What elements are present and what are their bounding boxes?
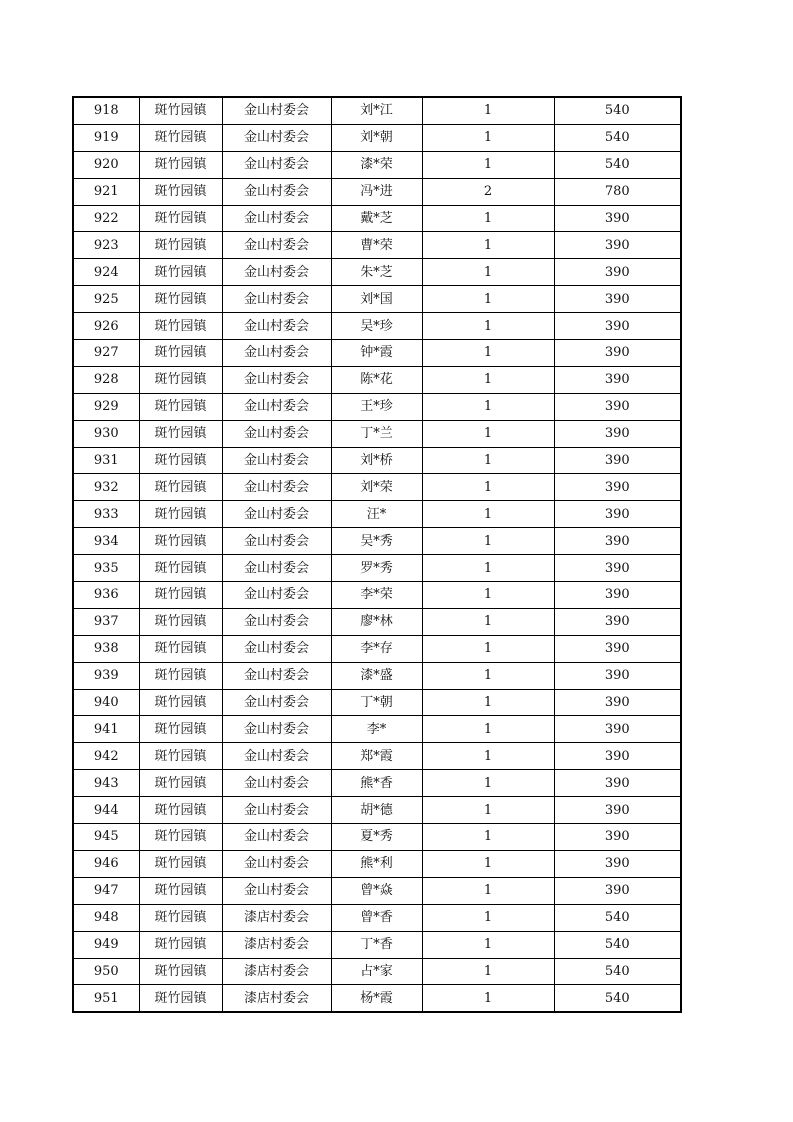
- name-cell: 刘*朝: [331, 124, 422, 151]
- count-cell: 1: [422, 447, 554, 474]
- amount-cell: 390: [554, 877, 681, 904]
- village-committee-cell: 金山村委会: [222, 662, 331, 689]
- row-number-cell: 936: [73, 582, 139, 609]
- table-row: [73, 205, 681, 232]
- count-cell: 1: [422, 366, 554, 393]
- table-row: [73, 340, 681, 367]
- table-row: [73, 420, 681, 447]
- amount-cell: 390: [554, 689, 681, 716]
- amount-cell: 390: [554, 743, 681, 770]
- row-number-cell: 949: [73, 931, 139, 958]
- village-committee-cell: 金山村委会: [222, 824, 331, 851]
- amount-cell: 390: [554, 286, 681, 313]
- town-cell: 斑竹园镇: [139, 824, 222, 851]
- village-committee-cell: 金山村委会: [222, 447, 331, 474]
- amount-cell: 390: [554, 850, 681, 877]
- table-row: [73, 286, 681, 313]
- row-number-cell: 931: [73, 447, 139, 474]
- table-row: [73, 716, 681, 743]
- count-cell: 1: [422, 850, 554, 877]
- name-cell: 熊*利: [331, 850, 422, 877]
- name-cell: 李*: [331, 716, 422, 743]
- name-cell: 杨*霞: [331, 985, 422, 1012]
- town-cell: 斑竹园镇: [139, 259, 222, 286]
- town-cell: 斑竹园镇: [139, 635, 222, 662]
- village-committee-cell: 金山村委会: [222, 608, 331, 635]
- name-cell: 朱*芝: [331, 259, 422, 286]
- count-cell: 1: [422, 259, 554, 286]
- count-cell: 1: [422, 205, 554, 232]
- amount-cell: 390: [554, 608, 681, 635]
- row-number-cell: 943: [73, 770, 139, 797]
- village-committee-cell: 金山村委会: [222, 340, 331, 367]
- village-committee-cell: 金山村委会: [222, 97, 331, 124]
- count-cell: 1: [422, 689, 554, 716]
- town-cell: 斑竹园镇: [139, 151, 222, 178]
- town-cell: 斑竹园镇: [139, 205, 222, 232]
- town-cell: 斑竹园镇: [139, 716, 222, 743]
- table-row: [73, 528, 681, 555]
- name-cell: 漆*荣: [331, 151, 422, 178]
- table-row: [73, 232, 681, 259]
- town-cell: 斑竹园镇: [139, 985, 222, 1012]
- amount-cell: 390: [554, 716, 681, 743]
- name-cell: 曾*焱: [331, 877, 422, 904]
- village-committee-cell: 金山村委会: [222, 770, 331, 797]
- table-row: [73, 635, 681, 662]
- row-number-cell: 934: [73, 528, 139, 555]
- count-cell: 1: [422, 501, 554, 528]
- name-cell: 刘*荣: [331, 474, 422, 501]
- table-row: [73, 824, 681, 851]
- table-row: [73, 393, 681, 420]
- amount-cell: 390: [554, 824, 681, 851]
- name-cell: 刘*江: [331, 97, 422, 124]
- amount-cell: 390: [554, 313, 681, 340]
- village-committee-cell: 金山村委会: [222, 178, 331, 205]
- table-row: [73, 797, 681, 824]
- table-row: [73, 743, 681, 770]
- row-number-cell: 932: [73, 474, 139, 501]
- town-cell: 斑竹园镇: [139, 420, 222, 447]
- amount-cell: 390: [554, 340, 681, 367]
- name-cell: 丁*兰: [331, 420, 422, 447]
- table-row: [73, 958, 681, 985]
- name-cell: 吴*珍: [331, 313, 422, 340]
- count-cell: 1: [422, 797, 554, 824]
- count-cell: 1: [422, 232, 554, 259]
- row-number-cell: 930: [73, 420, 139, 447]
- name-cell: 郑*霞: [331, 743, 422, 770]
- town-cell: 斑竹园镇: [139, 178, 222, 205]
- count-cell: 2: [422, 178, 554, 205]
- town-cell: 斑竹园镇: [139, 662, 222, 689]
- name-cell: 汪*: [331, 501, 422, 528]
- village-committee-cell: 金山村委会: [222, 635, 331, 662]
- table-row: [73, 582, 681, 609]
- table-row: [73, 151, 681, 178]
- row-number-cell: 942: [73, 743, 139, 770]
- row-number-cell: 944: [73, 797, 139, 824]
- row-number-cell: 920: [73, 151, 139, 178]
- count-cell: 1: [422, 904, 554, 931]
- village-committee-cell: 金山村委会: [222, 877, 331, 904]
- town-cell: 斑竹园镇: [139, 743, 222, 770]
- village-committee-cell: 金山村委会: [222, 743, 331, 770]
- town-cell: 斑竹园镇: [139, 501, 222, 528]
- village-committee-cell: 金山村委会: [222, 420, 331, 447]
- row-number-cell: 925: [73, 286, 139, 313]
- name-cell: 曾*香: [331, 904, 422, 931]
- amount-cell: 390: [554, 366, 681, 393]
- name-cell: 熊*香: [331, 770, 422, 797]
- village-committee-cell: 金山村委会: [222, 124, 331, 151]
- town-cell: 斑竹园镇: [139, 689, 222, 716]
- amount-cell: 390: [554, 555, 681, 582]
- village-committee-cell: 金山村委会: [222, 232, 331, 259]
- table-row: [73, 447, 681, 474]
- count-cell: 1: [422, 340, 554, 367]
- row-number-cell: 923: [73, 232, 139, 259]
- count-cell: 1: [422, 555, 554, 582]
- row-number-cell: 922: [73, 205, 139, 232]
- table-row: [73, 877, 681, 904]
- count-cell: 1: [422, 770, 554, 797]
- row-number-cell: 948: [73, 904, 139, 931]
- name-cell: 冯*进: [331, 178, 422, 205]
- village-committee-cell: 金山村委会: [222, 689, 331, 716]
- village-committee-cell: 金山村委会: [222, 313, 331, 340]
- amount-cell: 390: [554, 205, 681, 232]
- count-cell: 1: [422, 582, 554, 609]
- row-number-cell: 950: [73, 958, 139, 985]
- row-number-cell: 941: [73, 716, 139, 743]
- village-committee-cell: 金山村委会: [222, 528, 331, 555]
- name-cell: 丁*朝: [331, 689, 422, 716]
- row-number-cell: 940: [73, 689, 139, 716]
- table-row: [73, 662, 681, 689]
- row-number-cell: 946: [73, 850, 139, 877]
- data-table: [72, 96, 682, 1013]
- village-committee-cell: 金山村委会: [222, 474, 331, 501]
- row-number-cell: 928: [73, 366, 139, 393]
- amount-cell: 390: [554, 232, 681, 259]
- table-row: [73, 985, 681, 1012]
- amount-cell: 390: [554, 420, 681, 447]
- count-cell: 1: [422, 474, 554, 501]
- name-cell: 夏*秀: [331, 824, 422, 851]
- amount-cell: 390: [554, 662, 681, 689]
- village-committee-cell: 漆店村委会: [222, 985, 331, 1012]
- village-committee-cell: 金山村委会: [222, 501, 331, 528]
- row-number-cell: 929: [73, 393, 139, 420]
- count-cell: 1: [422, 931, 554, 958]
- village-committee-cell: 金山村委会: [222, 716, 331, 743]
- table-row: [73, 178, 681, 205]
- row-number-cell: 933: [73, 501, 139, 528]
- table-row: [73, 770, 681, 797]
- amount-cell: 390: [554, 501, 681, 528]
- row-number-cell: 921: [73, 178, 139, 205]
- name-cell: 李*荣: [331, 582, 422, 609]
- town-cell: 斑竹园镇: [139, 850, 222, 877]
- count-cell: 1: [422, 877, 554, 904]
- town-cell: 斑竹园镇: [139, 528, 222, 555]
- count-cell: 1: [422, 608, 554, 635]
- town-cell: 斑竹园镇: [139, 931, 222, 958]
- amount-cell: 780: [554, 178, 681, 205]
- table-row: [73, 850, 681, 877]
- table-row: [73, 931, 681, 958]
- count-cell: 1: [422, 124, 554, 151]
- name-cell: 胡*德: [331, 797, 422, 824]
- village-committee-cell: 金山村委会: [222, 151, 331, 178]
- count-cell: 1: [422, 313, 554, 340]
- village-committee-cell: 金山村委会: [222, 366, 331, 393]
- name-cell: 罗*秀: [331, 555, 422, 582]
- count-cell: 1: [422, 958, 554, 985]
- town-cell: 斑竹园镇: [139, 904, 222, 931]
- village-committee-cell: 漆店村委会: [222, 958, 331, 985]
- amount-cell: 390: [554, 582, 681, 609]
- town-cell: 斑竹园镇: [139, 877, 222, 904]
- table-body: [73, 97, 681, 1012]
- amount-cell: 390: [554, 797, 681, 824]
- amount-cell: 540: [554, 124, 681, 151]
- town-cell: 斑竹园镇: [139, 608, 222, 635]
- amount-cell: 540: [554, 958, 681, 985]
- amount-cell: 540: [554, 151, 681, 178]
- table-row: [73, 97, 681, 124]
- row-number-cell: 939: [73, 662, 139, 689]
- name-cell: 钟*霞: [331, 340, 422, 367]
- row-number-cell: 918: [73, 97, 139, 124]
- name-cell: 廖*林: [331, 608, 422, 635]
- town-cell: 斑竹园镇: [139, 582, 222, 609]
- town-cell: 斑竹园镇: [139, 555, 222, 582]
- row-number-cell: 937: [73, 608, 139, 635]
- village-committee-cell: 金山村委会: [222, 205, 331, 232]
- amount-cell: 540: [554, 97, 681, 124]
- name-cell: 丁*香: [331, 931, 422, 958]
- name-cell: 刘*桥: [331, 447, 422, 474]
- town-cell: 斑竹园镇: [139, 447, 222, 474]
- row-number-cell: 945: [73, 824, 139, 851]
- table-row: [73, 501, 681, 528]
- name-cell: 陈*花: [331, 366, 422, 393]
- count-cell: 1: [422, 528, 554, 555]
- table-row: [73, 474, 681, 501]
- table-row: [73, 689, 681, 716]
- amount-cell: 540: [554, 985, 681, 1012]
- row-number-cell: 924: [73, 259, 139, 286]
- amount-cell: 390: [554, 259, 681, 286]
- name-cell: 占*家: [331, 958, 422, 985]
- table-row: [73, 555, 681, 582]
- count-cell: 1: [422, 151, 554, 178]
- town-cell: 斑竹园镇: [139, 232, 222, 259]
- name-cell: 王*珍: [331, 393, 422, 420]
- count-cell: 1: [422, 635, 554, 662]
- amount-cell: 390: [554, 635, 681, 662]
- town-cell: 斑竹园镇: [139, 313, 222, 340]
- town-cell: 斑竹园镇: [139, 97, 222, 124]
- town-cell: 斑竹园镇: [139, 366, 222, 393]
- row-number-cell: 926: [73, 313, 139, 340]
- row-number-cell: 935: [73, 555, 139, 582]
- village-committee-cell: 金山村委会: [222, 555, 331, 582]
- count-cell: 1: [422, 286, 554, 313]
- name-cell: 漆*盛: [331, 662, 422, 689]
- count-cell: 1: [422, 393, 554, 420]
- village-committee-cell: 漆店村委会: [222, 931, 331, 958]
- amount-cell: 540: [554, 931, 681, 958]
- village-committee-cell: 金山村委会: [222, 797, 331, 824]
- town-cell: 斑竹园镇: [139, 124, 222, 151]
- count-cell: 1: [422, 716, 554, 743]
- village-committee-cell: 漆店村委会: [222, 904, 331, 931]
- town-cell: 斑竹园镇: [139, 770, 222, 797]
- table-row: [73, 124, 681, 151]
- town-cell: 斑竹园镇: [139, 958, 222, 985]
- row-number-cell: 947: [73, 877, 139, 904]
- row-number-cell: 927: [73, 340, 139, 367]
- row-number-cell: 951: [73, 985, 139, 1012]
- amount-cell: 390: [554, 393, 681, 420]
- table-row: [73, 259, 681, 286]
- row-number-cell: 938: [73, 635, 139, 662]
- name-cell: 曹*荣: [331, 232, 422, 259]
- count-cell: 1: [422, 420, 554, 447]
- row-number-cell: 919: [73, 124, 139, 151]
- town-cell: 斑竹园镇: [139, 393, 222, 420]
- table-row: [73, 608, 681, 635]
- count-cell: 1: [422, 824, 554, 851]
- amount-cell: 390: [554, 528, 681, 555]
- count-cell: 1: [422, 743, 554, 770]
- amount-cell: 390: [554, 770, 681, 797]
- village-committee-cell: 金山村委会: [222, 582, 331, 609]
- table-row: [73, 904, 681, 931]
- table-row: [73, 313, 681, 340]
- table-row: [73, 366, 681, 393]
- name-cell: 刘*国: [331, 286, 422, 313]
- count-cell: 1: [422, 985, 554, 1012]
- name-cell: 戴*芝: [331, 205, 422, 232]
- town-cell: 斑竹园镇: [139, 286, 222, 313]
- village-committee-cell: 金山村委会: [222, 393, 331, 420]
- amount-cell: 390: [554, 474, 681, 501]
- name-cell: 吴*秀: [331, 528, 422, 555]
- amount-cell: 540: [554, 904, 681, 931]
- count-cell: 1: [422, 662, 554, 689]
- town-cell: 斑竹园镇: [139, 340, 222, 367]
- town-cell: 斑竹园镇: [139, 797, 222, 824]
- amount-cell: 390: [554, 447, 681, 474]
- name-cell: 李*存: [331, 635, 422, 662]
- count-cell: 1: [422, 97, 554, 124]
- village-committee-cell: 金山村委会: [222, 286, 331, 313]
- village-committee-cell: 金山村委会: [222, 850, 331, 877]
- village-committee-cell: 金山村委会: [222, 259, 331, 286]
- town-cell: 斑竹园镇: [139, 474, 222, 501]
